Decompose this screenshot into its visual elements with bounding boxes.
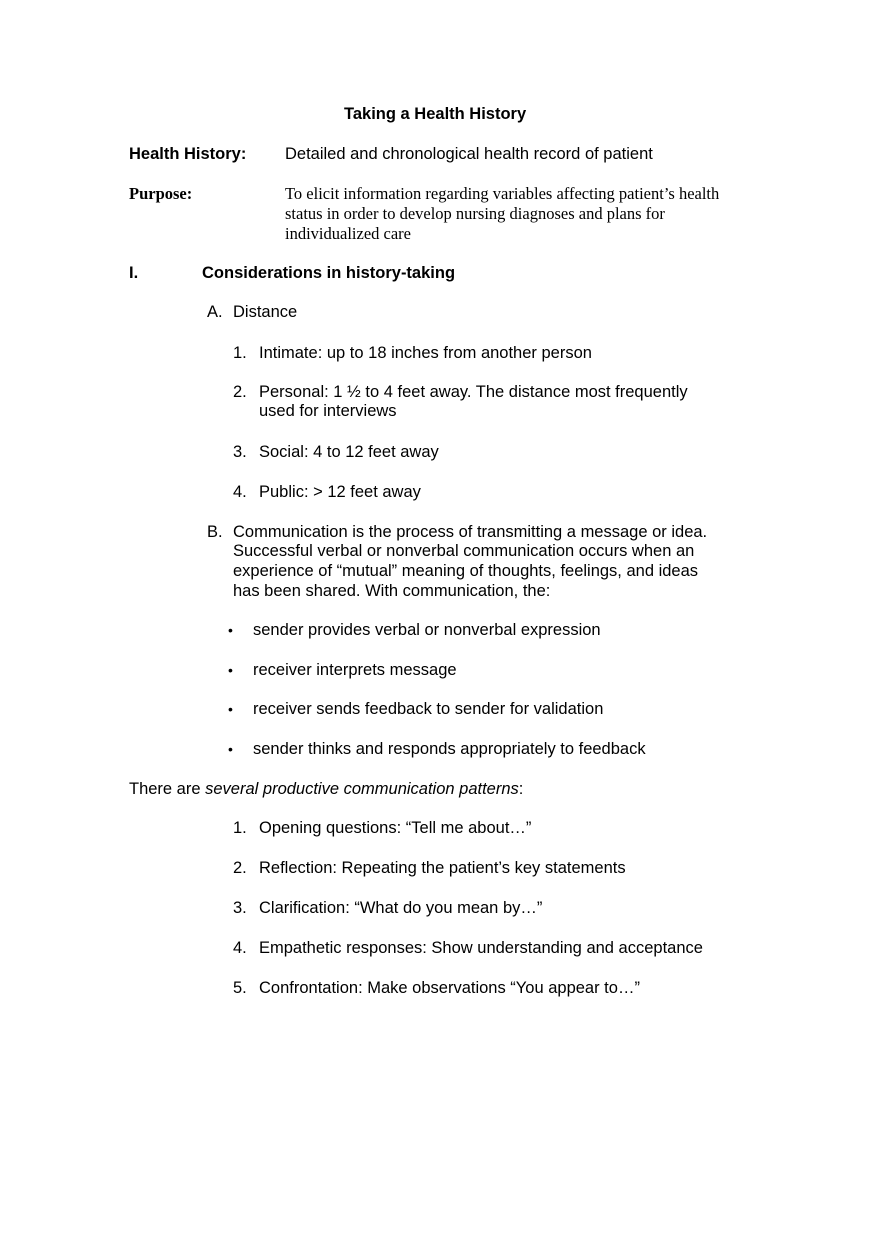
- subsection-b-line-4: has been shared. With communication, the:: [233, 582, 551, 600]
- pattern-1-number: 1.: [233, 819, 247, 837]
- subsection-b-line-2: Successful verbal or nonverbal communication occurs when an: [233, 542, 695, 560]
- subsection-a-label: Distance: [233, 303, 298, 321]
- purpose-line-2: status in order to develop nursing diagnoses and plans for: [285, 204, 665, 223]
- distance-item-2-text-line-1: Personal: 1 ½ to 4 feet away. The distance most frequently: [259, 383, 688, 401]
- section-numeral: I.: [129, 264, 139, 282]
- pattern-5-number: 5.: [233, 979, 247, 997]
- pattern-2-number: 2.: [233, 859, 247, 877]
- health-history-term: Health History:: [129, 145, 247, 163]
- bullet-icon: •: [228, 701, 233, 717]
- bullet-icon: •: [228, 622, 233, 638]
- patterns-intro: [129, 779, 523, 799]
- distance-item-1-text: Intimate: up to 18 inches from another person: [259, 344, 592, 362]
- bullet-item-4: sender thinks and responds appropriately to feedback: [253, 740, 646, 758]
- distance-item-4-text: Public: > 12 feet away: [259, 483, 421, 501]
- patterns-intro-suffix: :: [518, 780, 524, 798]
- distance-item-4-number: 4.: [233, 483, 247, 501]
- subsection-b-marker: B.: [207, 523, 223, 541]
- distance-item-3-number: 3.: [233, 443, 247, 461]
- section-heading: Considerations in history-taking: [202, 264, 456, 282]
- patterns-intro-emphasis: several productive communication patterns: [205, 780, 519, 798]
- bullet-icon: •: [228, 741, 233, 757]
- distance-item-2-text-line-2: used for interviews: [259, 402, 397, 420]
- subsection-b-line-1: Communication is the process of transmitting a message or idea.: [233, 523, 708, 541]
- distance-item-2-number: 2.: [233, 383, 247, 401]
- pattern-4-number: 4.: [233, 939, 247, 957]
- subsection-b-line-3: experience of “mutual” meaning of thoughts, feelings, and ideas: [233, 562, 699, 580]
- purpose-term: Purpose:: [129, 184, 193, 203]
- pattern-1-text: Opening questions: “Tell me about…”: [259, 819, 532, 837]
- patterns-intro-prefix: There are: [129, 780, 206, 798]
- health-history-definition: Detailed and chronological health record of patient: [285, 145, 653, 163]
- pattern-3-number: 3.: [233, 899, 247, 917]
- bullet-item-2: receiver interprets message: [253, 661, 457, 679]
- pattern-2-text: Reflection: Repeating the patient’s key statements: [259, 859, 626, 877]
- purpose-line-3: individualized care: [285, 224, 411, 243]
- distance-item-1-number: 1.: [233, 344, 247, 362]
- pattern-5-text: Confrontation: Make observations “You appear to…”: [259, 979, 640, 997]
- pattern-4-text: Empathetic responses: Show understanding and acceptance: [259, 939, 703, 957]
- page-title: Taking a Health History: [344, 105, 527, 123]
- subsection-a-marker: A.: [207, 303, 223, 321]
- bullet-item-1: sender provides verbal or nonverbal expression: [253, 621, 601, 639]
- bullet-item-3: receiver sends feedback to sender for validation: [253, 700, 604, 718]
- purpose-line-1: To elicit information regarding variables affecting patient’s health: [285, 184, 720, 203]
- distance-item-3-text: Social: 4 to 12 feet away: [259, 443, 439, 461]
- bullet-icon: •: [228, 662, 233, 678]
- pattern-3-text: Clarification: “What do you mean by…”: [259, 899, 543, 917]
